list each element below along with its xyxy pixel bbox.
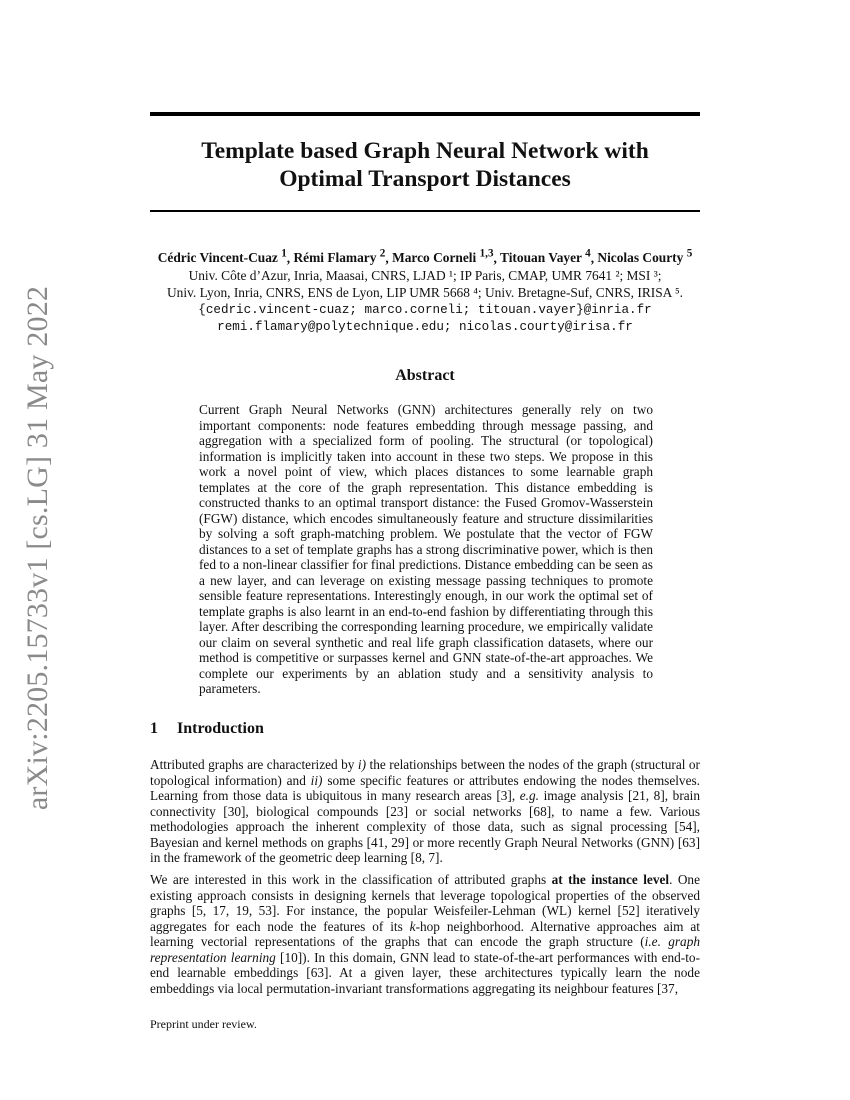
email-line-2: remi.flamary@polytechnique.edu; nicolas.courty@irisa.fr [217, 320, 633, 335]
abstract-body: Current Graph Neural Networks (GNN) architectures generally rely on two important components: node features embedding through message passing, and aggregation with a specialized form of pooling. The structural (or topological) information is implicitly taken into account in these two steps. We propose in this work a novel point of view, which places distances to some learnable graph templates at the core of the graph representation. This distance embedding is constructed thanks to an optimal transport distance: the Fused Gromov-Wasserstein (FGW) distance, which encodes simultaneously feature and structure dissimilarities by solving a soft graph-matching problem. We postulate that the vector of FGW distances to a set of template graphs has a strong discriminative power, which is then fed to a non-linear classifier for final predictions. Distance embedding can be seen as a new layer, and can leverage on existing message passing techniques to promote sensible feature representations. Interestingly enough, in our work the optimal set of template graphs is also learnt in an end-to-end fashion by differentiating through this layer. After describing the corresponding learning procedure, we empirically validate our claim on several synthetic and real life graph classification datasets, where our method is competitive or surpasses kernel and GNN state-of-the-art approaches. We complete our experiments by an ablation study and a sensitivity analysis to parameters. [199, 402, 653, 696]
author: Cédric Vincent-Cuaz $^1$ [157, 248, 287, 266]
section-heading-introduction [150, 720, 264, 738]
authors-block [130, 246, 720, 337]
arxiv-identifier-stamp: arXiv:2205.15733v1 [cs.LG] 31 May 2022 [21, 285, 54, 811]
author: Titouan Vayer $^4$ [500, 248, 591, 266]
email-line-1: {cedric.vincent-cuaz; marco.corneli; titouan.vayer}@inria.fr [198, 302, 652, 317]
section-number: 1 [150, 720, 158, 737]
footer-note: Preprint under review. [150, 1017, 257, 1031]
intro-paragraph-1: Attributed graphs are characterized by i) the relationships between the nodes of the graph (structural or topological information) and ii) some specific features or attributes endowing the nodes themselves. Learning from those data is ubiquitous in many research areas [3], e.g. image analysis [21, 8], brain connectivity [30], biological compounds [23] or social networks [68], to name a few. Various methodologies approach the inherent complexity of those data, such as signal processing [54], Bayesian and kernel methods on graphs [41, 29] or more recently Graph Neural Networks (GNN) [63] in the framework of the geometric deep learning [8, 7]. [150, 757, 700, 865]
author: Nicolas Courty $^5$ [597, 248, 693, 266]
title-line-1: Template based Graph Neural Network with [201, 138, 649, 164]
intro-paragraph-2: We are interested in this work in the classification of attributed graphs at the instance level. One existing approach consists in designing kernels that leverage topological properties of the observed graphs [5, 17, 19, 53]. For instance, the popular Weisfeiler-Lehman (WL) kernel [52] iteratively aggregates for each node the features of its k-hop neighborhood. Alternative approaches aim at learning vectorial representations of the graphs that can encode the graph structure (i.e. graph representation learning [10]). In this domain, GNN lead to state-of-the-art performances with end-to-end learnable embeddings [63]. At a given layer, these architectures typically learn the node embeddings via local permutation-invariant transformations aggregating its neighbour features [37, [150, 872, 701, 996]
affiliation-line-2: Univ. Lyon, Inria, CNRS, ENS de Lyon, LIP UMR 5668 ⁴; Univ. Bretagne-Suf, CNRS, IRISA ⁵. [167, 285, 683, 301]
abstract-heading: Abstract [395, 367, 455, 384]
title-rule-bottom [150, 210, 700, 212]
author-names: Cédric Vincent-Cuaz $^1$, Rémi Flamary $^2$, Marco Corneli $^{1,3}$, Titouan Vayer $^4$, Nicolas Courty $^5$ [157, 248, 693, 266]
paper-title [150, 137, 700, 193]
author: Marco Corneli $^{1,3}$ [392, 248, 494, 266]
section-title: Introduction [177, 720, 264, 737]
author: Rémi Flamary $^2$ [293, 248, 386, 266]
affiliation-line-1: Univ. Côte d’Azur, Inria, Maasai, CNRS, LJAD ¹; IP Paris, CMAP, UMR 7641 ²; MSI ³; [188, 267, 662, 283]
title-rule-top [150, 112, 700, 116]
title-line-2: Optimal Transport Distances [279, 166, 571, 192]
